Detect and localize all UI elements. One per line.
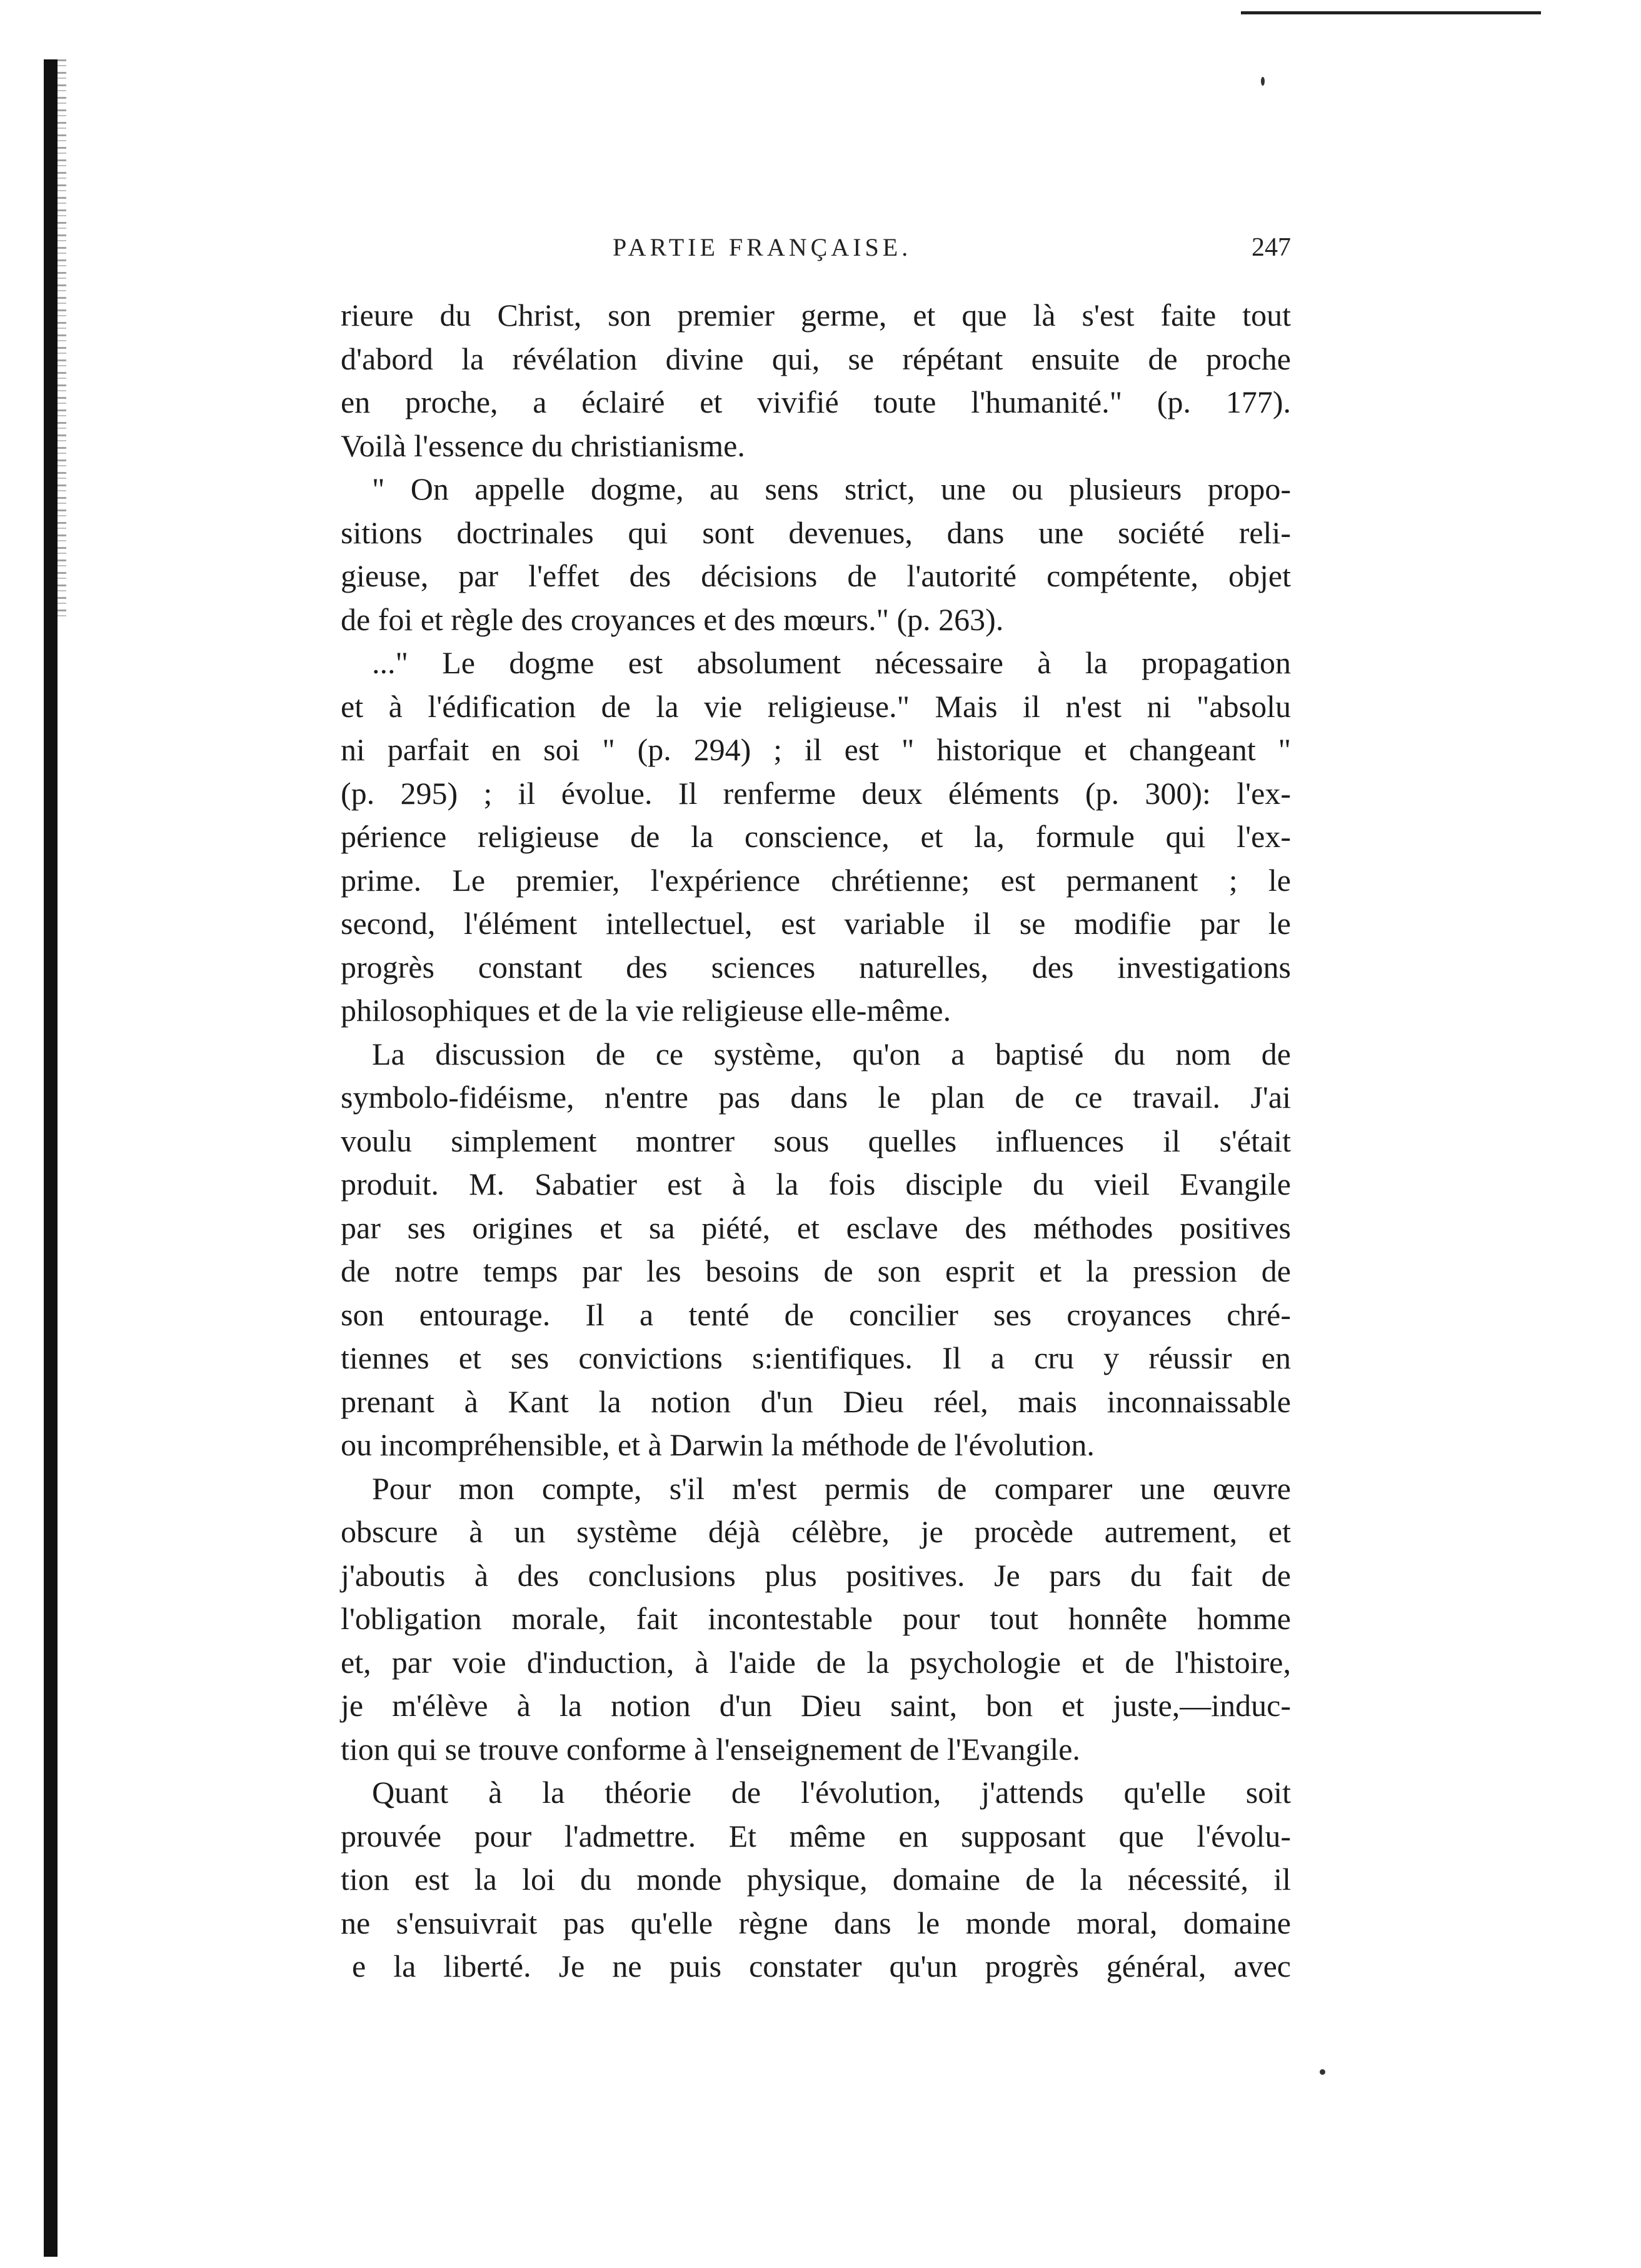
ink-speck — [1261, 77, 1265, 86]
text-line: La discussion de ce système, qu'on a baptisé du nom de — [372, 1036, 1291, 1071]
text-line: tiennes et ses convictions s:ientifiques. Il a cru y réussir en — [341, 1340, 1291, 1375]
text-line: ni parfait en soi " (p. 294) ; il est " historique et changeant " — [341, 732, 1291, 767]
top-rule — [1241, 11, 1541, 14]
text-line: tion qui se trouve conforme à l'enseignement de l'Evangile. — [341, 1731, 1080, 1767]
paragraph — [341, 1467, 1291, 1772]
paragraph — [341, 1033, 1291, 1467]
text-line: Quant à la théorie de l'évolution, j'attends qu'elle soit — [372, 1775, 1291, 1810]
text-line: l'obligation morale, fait incontestable pour tout honnête homme — [341, 1601, 1291, 1636]
text-line: ..." Le dogme est absolument nécessaire à la propagation — [372, 645, 1291, 680]
text-line: je m'élève à la notion d'un Dieu saint, bon et juste,—induc- — [341, 1688, 1291, 1723]
text-line: et, par voie d'induction, à l'aide de la psychologie et de l'histoire, — [341, 1644, 1291, 1680]
text-line: rieure du Christ, son premier germe, et que là s'est faite tout — [341, 298, 1291, 333]
paragraph — [341, 641, 1291, 1033]
text-line: de notre temps par les besoins de son esprit et la pression de — [341, 1253, 1291, 1288]
text-line: symbolo-fidéisme, n'entre pas dans le plan de ce travail. J'ai — [341, 1080, 1291, 1115]
text-line: ne s'ensuivrait pas qu'elle règne dans le monde moral, domaine — [341, 1905, 1291, 1940]
text-line: en proche, a éclairé et vivifié toute l'humanité." (p. 177). — [341, 384, 1291, 419]
text-line: Pour mon compte, s'il m'est permis de comparer une œuvre — [372, 1470, 1291, 1506]
text-line: progrès constant des sciences naturelles, des investigations — [341, 949, 1291, 985]
running-title: PARTIE FRANÇAISE. — [613, 233, 912, 261]
scanned-page-edge — [44, 59, 58, 2257]
text-line: et à l'édification de la vie religieuse." Mais il n'est ni "absolu — [341, 688, 1291, 724]
paragraph — [341, 1771, 1291, 1989]
text-line: tion est la loi du monde physique, domaine de la nécessité, il — [341, 1862, 1291, 1897]
text-line: par ses origines et sa piété, et esclave des méthodes positives — [341, 1210, 1291, 1245]
text-body — [341, 294, 1291, 1989]
text-line: e la liberté. Je ne puis constater qu'un progrès général, avec — [352, 1949, 1291, 1984]
text-line: Voilà l'essence du christianisme. — [341, 428, 745, 463]
text-line: prouvée pour l'admettre. Et même en supposant que l'évolu- — [341, 1818, 1291, 1854]
text-line: obscure à un système déjà célèbre, je procède autrement, et — [341, 1514, 1291, 1549]
text-line: sitions doctrinales qui sont devenues, dans une société reli- — [341, 514, 1291, 550]
text-line: j'aboutis à des conclusions plus positives. Je pars du fait de — [341, 1557, 1291, 1593]
ink-speck — [1320, 2069, 1325, 2075]
scan-edge-texture — [58, 59, 66, 622]
text-line: second, l'élément intellectuel, est variable il se modifie par le — [341, 906, 1291, 941]
text-line: périence religieuse de la conscience, et la, formule qui l'ex- — [341, 819, 1291, 854]
text-line: produit. M. Sabatier est à la fois disciple du vieil Evangile — [341, 1167, 1291, 1202]
text-line: prenant à Kant la notion d'un Dieu réel, mais inconnaissable — [341, 1383, 1291, 1419]
running-head — [350, 233, 1291, 270]
page-number: 247 — [1252, 233, 1291, 262]
paragraph — [341, 468, 1291, 641]
text-line: son entourage. Il a tenté de concilier ses croyances chré- — [341, 1297, 1291, 1332]
text-line: " On appelle dogme, au sens strict, une ou plusieurs propo- — [372, 471, 1291, 506]
text-line: philosophiques et de la vie religieuse elle-même. — [341, 993, 951, 1028]
text-line: de foi et règle des croyances et des mœurs." (p. 263). — [341, 601, 1004, 637]
text-line: (p. 295) ; il évolue. Il renferme deux éléments (p. 300): l'ex- — [341, 775, 1291, 811]
paragraph — [341, 294, 1291, 468]
text-line: voulu simplement montrer sous quelles influences il s'était — [341, 1123, 1291, 1158]
text-line: d'abord la révélation divine qui, se répétant ensuite de proche — [341, 341, 1291, 376]
text-line: ou incompréhensible, et à Darwin la méthode de l'évolution. — [341, 1427, 1095, 1462]
text-line: prime. Le premier, l'expérience chrétienne; est permanent ; le — [341, 862, 1291, 898]
text-line: gieuse, par l'effet des décisions de l'autorité compétente, objet — [341, 558, 1291, 593]
